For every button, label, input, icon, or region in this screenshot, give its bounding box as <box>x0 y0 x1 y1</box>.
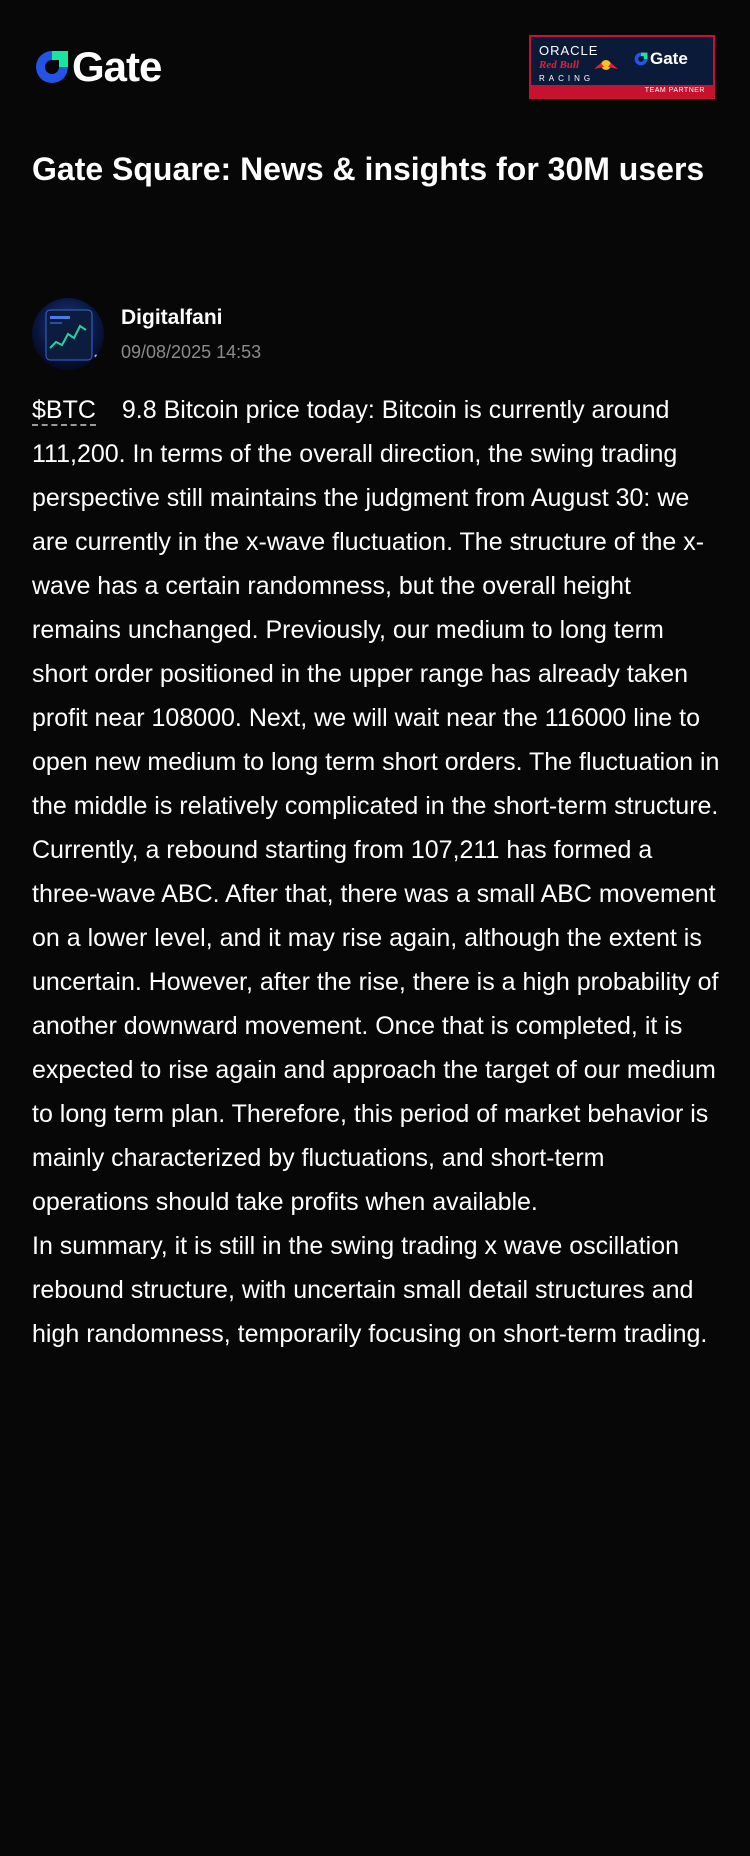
post-body-text: 9.8 Bitcoin price today: Bitcoin is currently around 111,200. In terms of the overall direction, the swing trading perspective still maintains the judgment from August 30: we are currently in the x-wave fluctuation. The structure of the x-wave has a certain randomness, but the overall height remains unchanged. Previously, our medium to long term short order positioned in the upper range has already taken profit near 108000. Next, we will wait near the 116000 line to open new medium to long term short orders. The fluctuation in the middle is relatively complicated in the short-term structure. Currently, a rebound starting from 107,211 has formed a three-wave ABC. After that, there was a small ABC movement on a lower level, and it may rise again, although the extent is uncertain. However, after the rise, there is a high probability of another downward movement. Once that is completed, it is expected to rise again and approach the target of our medium to long term plan. Therefore, this period of market behavior is mainly characterized by fluctuations, and short-term operations should take profits when available. In summary, it is still in the swing trading x wave oscillation rebound structure, with uncertain small detail structures and high randomness, temporarily focusing on short-term trading. <box>32 396 720 1348</box>
avatar[interactable] <box>32 298 104 370</box>
gate-logo-icon <box>32 47 72 87</box>
btc-tag-link[interactable]: $BTC <box>32 396 96 424</box>
post-timestamp: 09/08/2025 14:53 <box>121 342 262 362</box>
post-content <box>32 388 720 1356</box>
team-partner-badge[interactable] <box>529 35 715 99</box>
logo-text: Gate <box>72 43 162 90</box>
partner-strip <box>531 85 713 97</box>
partner-racing-text: RACING <box>539 74 595 83</box>
site-header <box>0 0 750 130</box>
partner-gate-text: Gate <box>650 49 688 68</box>
author-name[interactable]: Digitalfani <box>121 306 223 329</box>
author-row <box>32 298 712 370</box>
partner-gate-icon <box>633 51 649 67</box>
gate-logo[interactable] <box>32 44 161 90</box>
page-title: Gate Square: News & insights for 30M users <box>32 151 705 187</box>
partner-redbull-logo <box>539 43 623 85</box>
partner-oracle-text: ORACLE <box>539 43 599 58</box>
partner-strip-text: TEAM PARTNER <box>644 87 705 94</box>
bull-icon <box>593 58 619 72</box>
avatar-image <box>32 298 104 370</box>
partner-gate-logo <box>633 49 688 69</box>
partner-redbull-text: Red Bull <box>539 59 580 71</box>
